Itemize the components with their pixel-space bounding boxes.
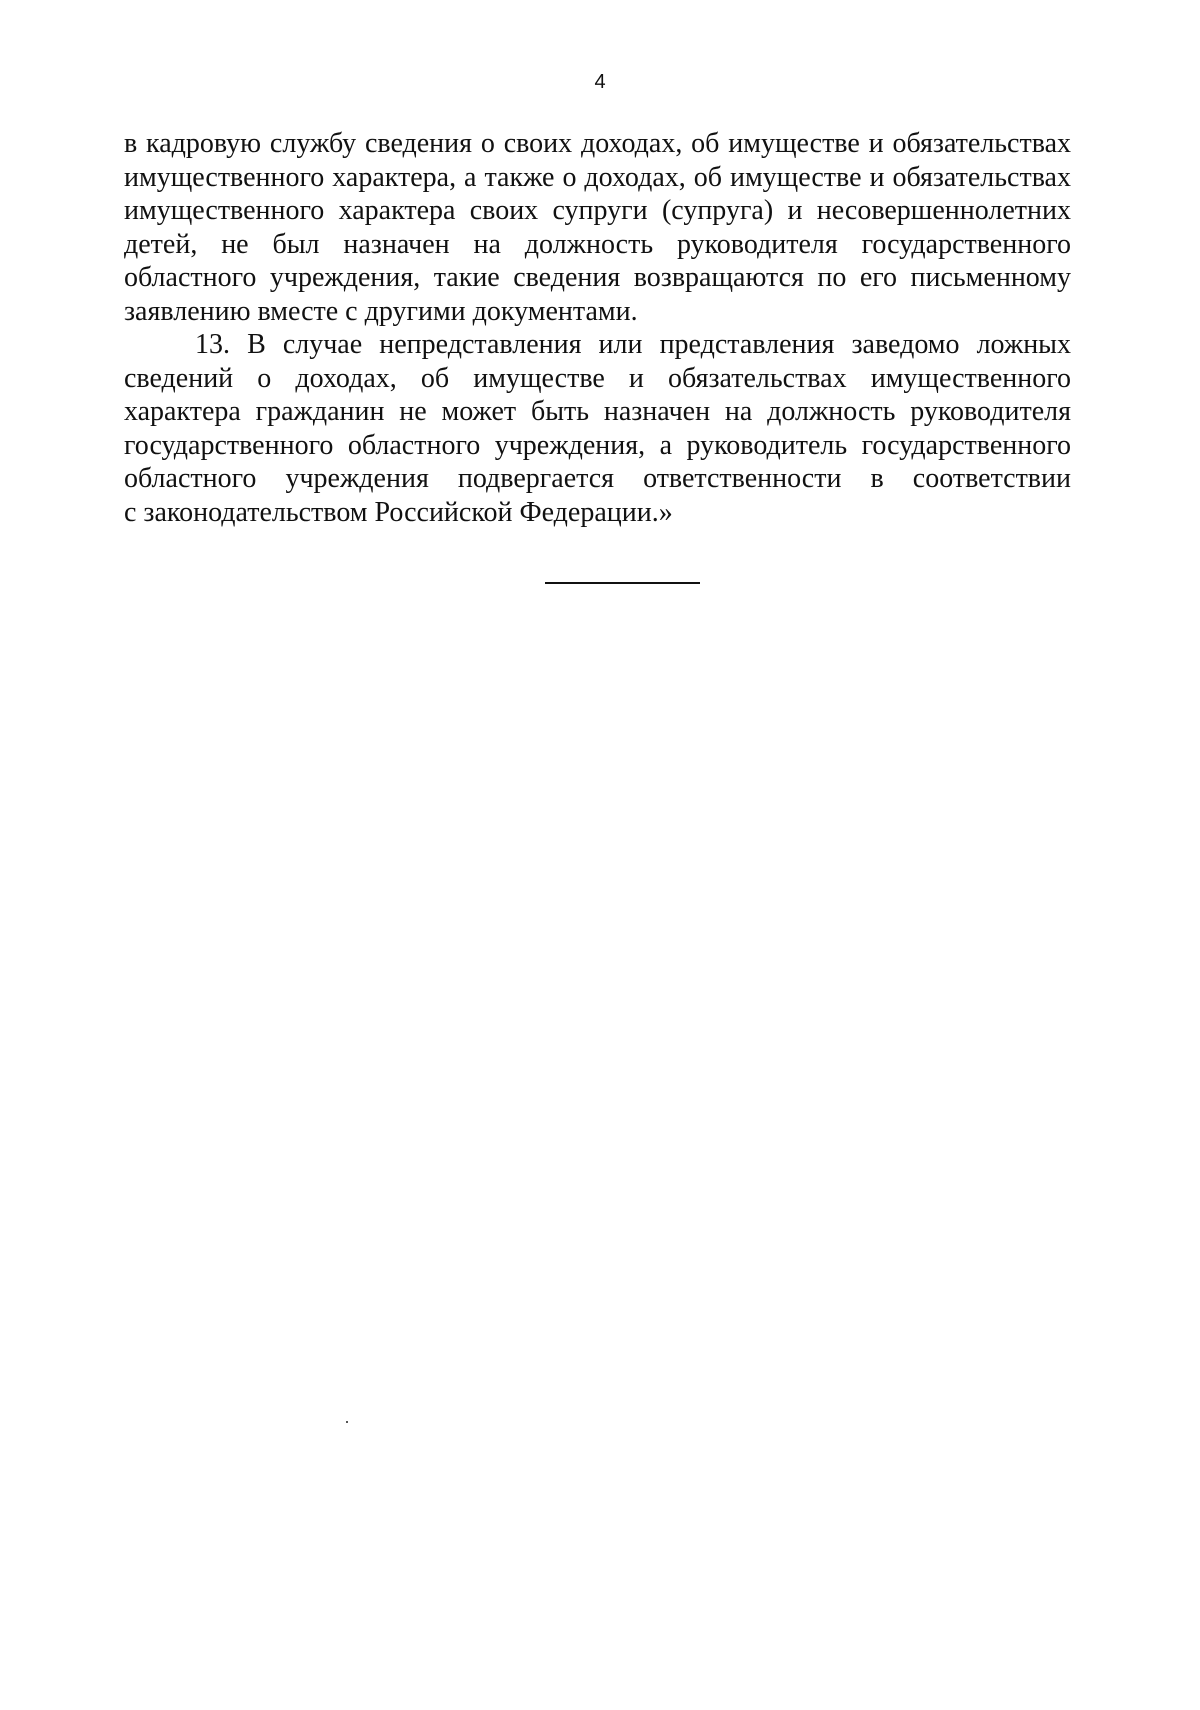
- text-line: в кадровую службу сведения о своих доходах, об имуществе и обязательствах: [124, 128, 1071, 159]
- text-line: характера гражданин не может быть назначен на должность руководителя: [124, 396, 1071, 427]
- text-line: областного учреждения подвергается ответственности в соответствии: [124, 463, 1071, 494]
- document-body: [124, 127, 1071, 529]
- paragraph-item-13: [124, 328, 1071, 529]
- text-line: имущественного характера, а также о доходах, об имуществе и обязательствах: [124, 161, 1071, 193]
- text-line: государственного областного учреждения, а руководитель государственного: [124, 429, 1071, 461]
- text-line: 13. В случае непредставления или представления заведомо ложных: [195, 329, 1071, 360]
- scan-speck: [346, 1421, 348, 1423]
- page-number: 4: [594, 71, 606, 93]
- paragraph-continuation: [124, 127, 1071, 328]
- text-line: областного учреждения, такие сведения возвращаются по его письменному: [124, 262, 1071, 293]
- text-line: заявлению вместе с другими документами.: [124, 295, 638, 327]
- text-line: сведений о доходах, об имуществе и обязательствах имущественного: [124, 362, 1071, 394]
- text-line: имущественного характера своих супруги (супруга) и несовершеннолетних: [124, 195, 1071, 226]
- end-of-document-rule: [545, 582, 700, 584]
- text-line: с законодательством Российской Федерации.»: [124, 496, 673, 528]
- text-line: детей, не был назначен на должность руководителя государственного: [124, 228, 1071, 260]
